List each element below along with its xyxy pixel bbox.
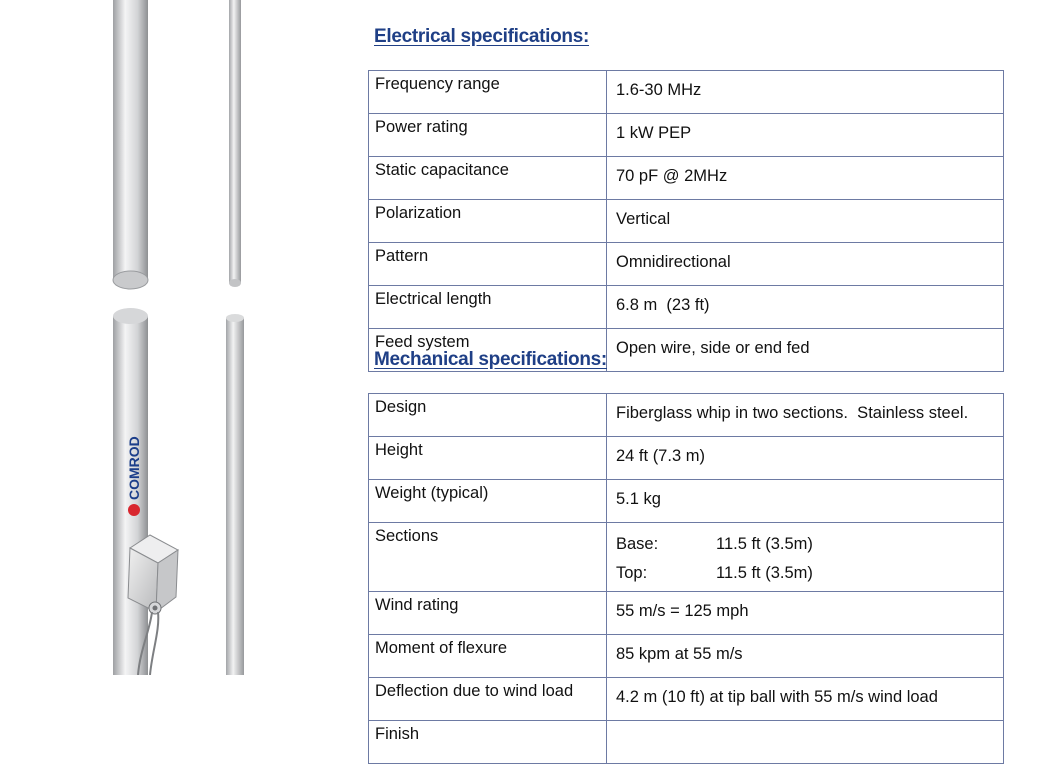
sections-base-label: Base: xyxy=(616,535,659,553)
mechanical-specifications-heading: Mechanical specifications: xyxy=(374,349,607,370)
spec-value: Vertical xyxy=(607,200,1004,243)
spec-value: 70 pF @ 2MHz xyxy=(607,157,1004,200)
antenna-illustration xyxy=(0,0,300,675)
table-row xyxy=(369,71,1004,114)
spec-label: Wind rating xyxy=(369,592,607,635)
sections-top-line xyxy=(616,559,997,588)
spec-value: 5.1 kg xyxy=(607,480,1004,523)
spec-label: Electrical length xyxy=(369,286,607,329)
lower-whip xyxy=(226,314,244,675)
table-row xyxy=(369,114,1004,157)
table-row xyxy=(369,243,1004,286)
spec-label: Finish xyxy=(369,721,607,764)
spec-label: Weight (typical) xyxy=(369,480,607,523)
spec-value: Omnidirectional xyxy=(607,243,1004,286)
spec-label: Static capacitance xyxy=(369,157,607,200)
spec-label: Deflection due to wind load xyxy=(369,678,607,721)
table-row xyxy=(369,523,1004,592)
spec-label: Design xyxy=(369,394,607,437)
spec-value: Open wire, side or end fed xyxy=(607,329,1004,372)
electrical-specifications-heading: Electrical specifications: xyxy=(374,26,590,47)
table-row xyxy=(369,157,1004,200)
table-row xyxy=(369,286,1004,329)
table-row xyxy=(369,635,1004,678)
table-row xyxy=(369,678,1004,721)
table-row xyxy=(369,721,1004,764)
table-row xyxy=(369,200,1004,243)
spec-value: Fiberglass whip in two sections. Stainless steel. xyxy=(607,394,1004,437)
table-row xyxy=(369,592,1004,635)
mechanical-specifications-table xyxy=(368,393,1004,764)
spec-value: 6.8 m (23 ft) xyxy=(607,286,1004,329)
spec-value-sections xyxy=(607,523,1004,592)
spec-value: 24 ft (7.3 m) xyxy=(607,437,1004,480)
spec-value: 55 m/s = 125 mph xyxy=(607,592,1004,635)
spec-label: Feed system xyxy=(369,329,607,372)
spec-label: Height xyxy=(369,437,607,480)
spec-label: Sections xyxy=(369,523,607,592)
spec-value xyxy=(607,721,1004,764)
electrical-specifications-table xyxy=(368,70,1004,372)
spec-label: Power rating xyxy=(369,114,607,157)
spec-value: 85 kpm at 55 m/s xyxy=(607,635,1004,678)
sections-top-label: Top: xyxy=(616,564,648,582)
table-row xyxy=(369,437,1004,480)
sections-base-line xyxy=(616,530,997,559)
sections-top-value: 11.5 ft (3.5m) xyxy=(716,564,813,582)
table-row xyxy=(369,480,1004,523)
sections-base-value: 11.5 ft (3.5m) xyxy=(716,535,813,553)
upper-whip xyxy=(229,0,241,287)
spec-label: Pattern xyxy=(369,243,607,286)
spec-value: 1.6-30 MHz xyxy=(607,71,1004,114)
spec-value: 4.2 m (10 ft) at tip ball with 55 m/s wind load xyxy=(607,678,1004,721)
spec-value: 1 kW PEP xyxy=(607,114,1004,157)
svg-text:COMROD: COMROD xyxy=(126,436,142,500)
table-row xyxy=(369,394,1004,437)
spec-label: Moment of flexure xyxy=(369,635,607,678)
spec-label: Polarization xyxy=(369,200,607,243)
upper-base-tube xyxy=(113,0,148,289)
spec-label: Frequency range xyxy=(369,71,607,114)
